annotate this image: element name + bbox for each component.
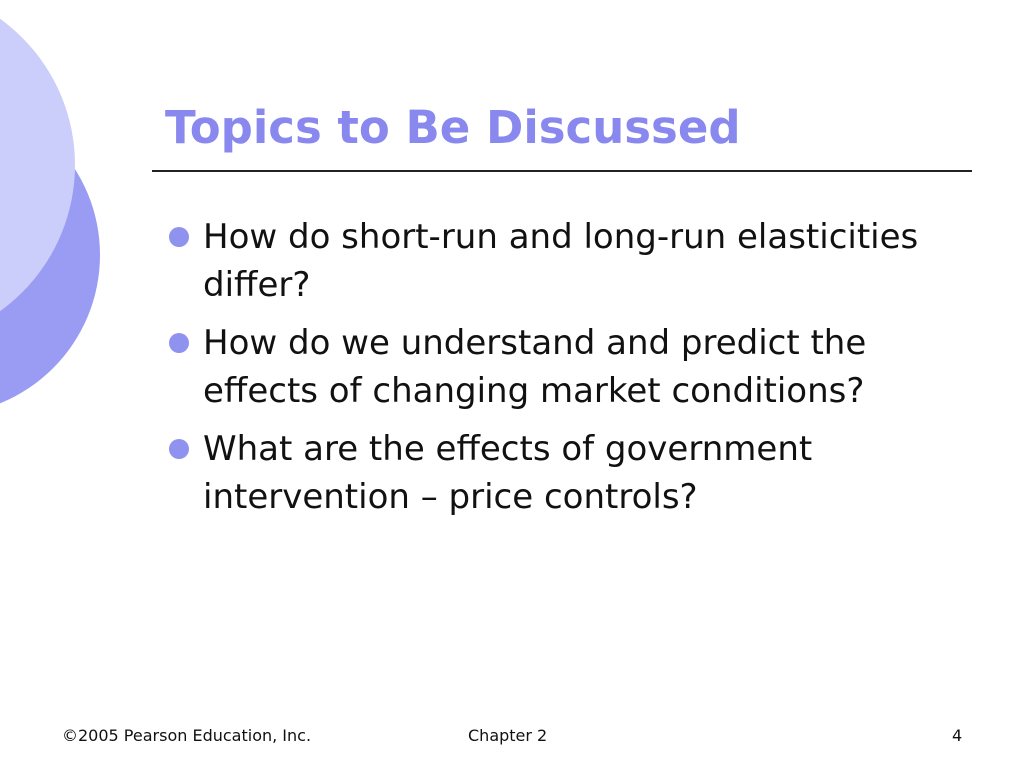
bullet-text: How do short-run and long-run elasticities differ?: [203, 217, 919, 305]
bullet-item: [165, 213, 985, 309]
slide-title: Topics to Be Discussed: [165, 101, 741, 154]
bullet-text: How do we understand and predict the effects of changing market conditions?: [203, 323, 867, 411]
bullet-dot-icon: [169, 439, 189, 459]
bullet-item: [165, 319, 985, 415]
footer-copyright: ©2005 Pearson Education, Inc.: [62, 726, 312, 745]
title-divider: [152, 170, 972, 172]
footer-chapter: Chapter 2: [468, 726, 548, 745]
bullet-item: [165, 425, 985, 521]
bullet-list: [165, 213, 985, 531]
footer-page-number: 4: [952, 726, 963, 745]
bullet-text: What are the effects of government intervention – price controls?: [203, 429, 813, 517]
bullet-dot-icon: [169, 333, 189, 353]
bullet-dot-icon: [169, 227, 189, 247]
